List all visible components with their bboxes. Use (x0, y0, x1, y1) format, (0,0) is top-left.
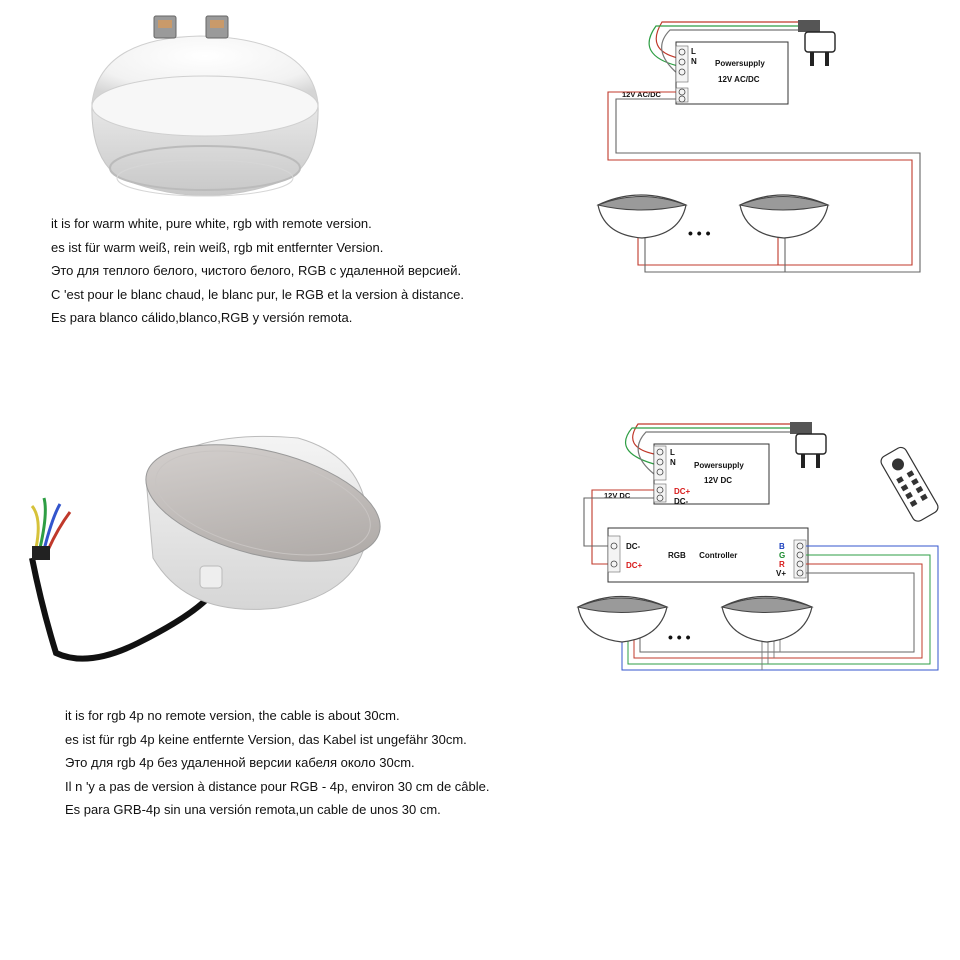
psu1-subtitle: 12V AC/DC (718, 75, 760, 84)
desc1-line-ru: Это для теплого белого, чистого белого, RGB с удаленной версией. (51, 263, 462, 278)
psu2-dc-minus: DC- (674, 497, 689, 506)
desc2-line-en: it is for rgb 4p no remote version, the cable is about 30cm. (65, 708, 400, 723)
desc1-line-en: it is for warm white, pure white, rgb with remote version. (51, 216, 372, 231)
lamp-ellipsis-2: • • • (668, 629, 691, 645)
desc1-line-fr: C 'est pour le blanc chaud, le blanc pur, le RGB et la version à distance. (51, 286, 464, 302)
terminal-L-label-2: L (670, 448, 675, 457)
plug-icon (798, 20, 835, 66)
desc1-line-de: es ist für warm weiß, rein weiß, rgb mit entfernter Version. (51, 239, 384, 255)
controller-label: RGB Controller (668, 551, 738, 560)
description-section-1 (51, 212, 464, 330)
plug-icon-2 (790, 422, 826, 468)
channel-V-label: V+ (776, 569, 787, 578)
desc2-line-ru: Это для rgb 4p без удаленной версии кабеля около 30cm. (65, 755, 415, 770)
lamp-photo-rgb (18, 418, 398, 678)
psu1-output-label: 12V AC/DC (622, 90, 661, 99)
lamp-icon-1a (598, 195, 686, 238)
lamp-icon-1b (740, 195, 828, 238)
psu2-title: Powersupply (694, 461, 744, 470)
wiring-diagram-1 (590, 10, 950, 275)
wiring-diagram-2 (572, 412, 952, 682)
psu2-subtitle: 12V DC (704, 476, 733, 485)
desc2-line-es: Es para GRB-4p sin una versión remota,un cable de unos 30 cm. (65, 802, 441, 817)
controller-dc-minus: DC- (626, 542, 641, 551)
terminal-N-label-2: N (670, 458, 676, 467)
remote-control-icon (879, 445, 940, 523)
channel-R-label: R (779, 560, 785, 569)
psu2-dc-plus: DC+ (674, 487, 691, 496)
lamp-icon-2a (578, 597, 667, 643)
channel-G-label: G (779, 551, 786, 560)
desc2-line-fr: Il n 'y a pas de version à distance pour RGB - 4p, environ 30 cm de câble. (65, 778, 490, 794)
terminal-L-label: L (691, 47, 696, 56)
psu1-title: Powersupply (715, 59, 765, 68)
channel-B-label: B (779, 542, 785, 551)
controller-dc-plus: DC+ (626, 561, 643, 570)
lamp-icon-2b (722, 597, 812, 643)
psu2-output-label: 12V DC (604, 491, 631, 500)
desc1-line-es: Es para blanco cálido,blanco,RGB y versión remota. (51, 310, 353, 325)
lamp-ellipsis-1: • • • (688, 225, 711, 241)
desc2-line-de: es ist für rgb 4p keine entfernte Version, das Kabel ist ungefähr 30cm. (65, 731, 467, 747)
terminal-N-label: N (691, 57, 697, 66)
description-section-2 (65, 704, 490, 822)
lamp-photo-white (80, 8, 330, 208)
